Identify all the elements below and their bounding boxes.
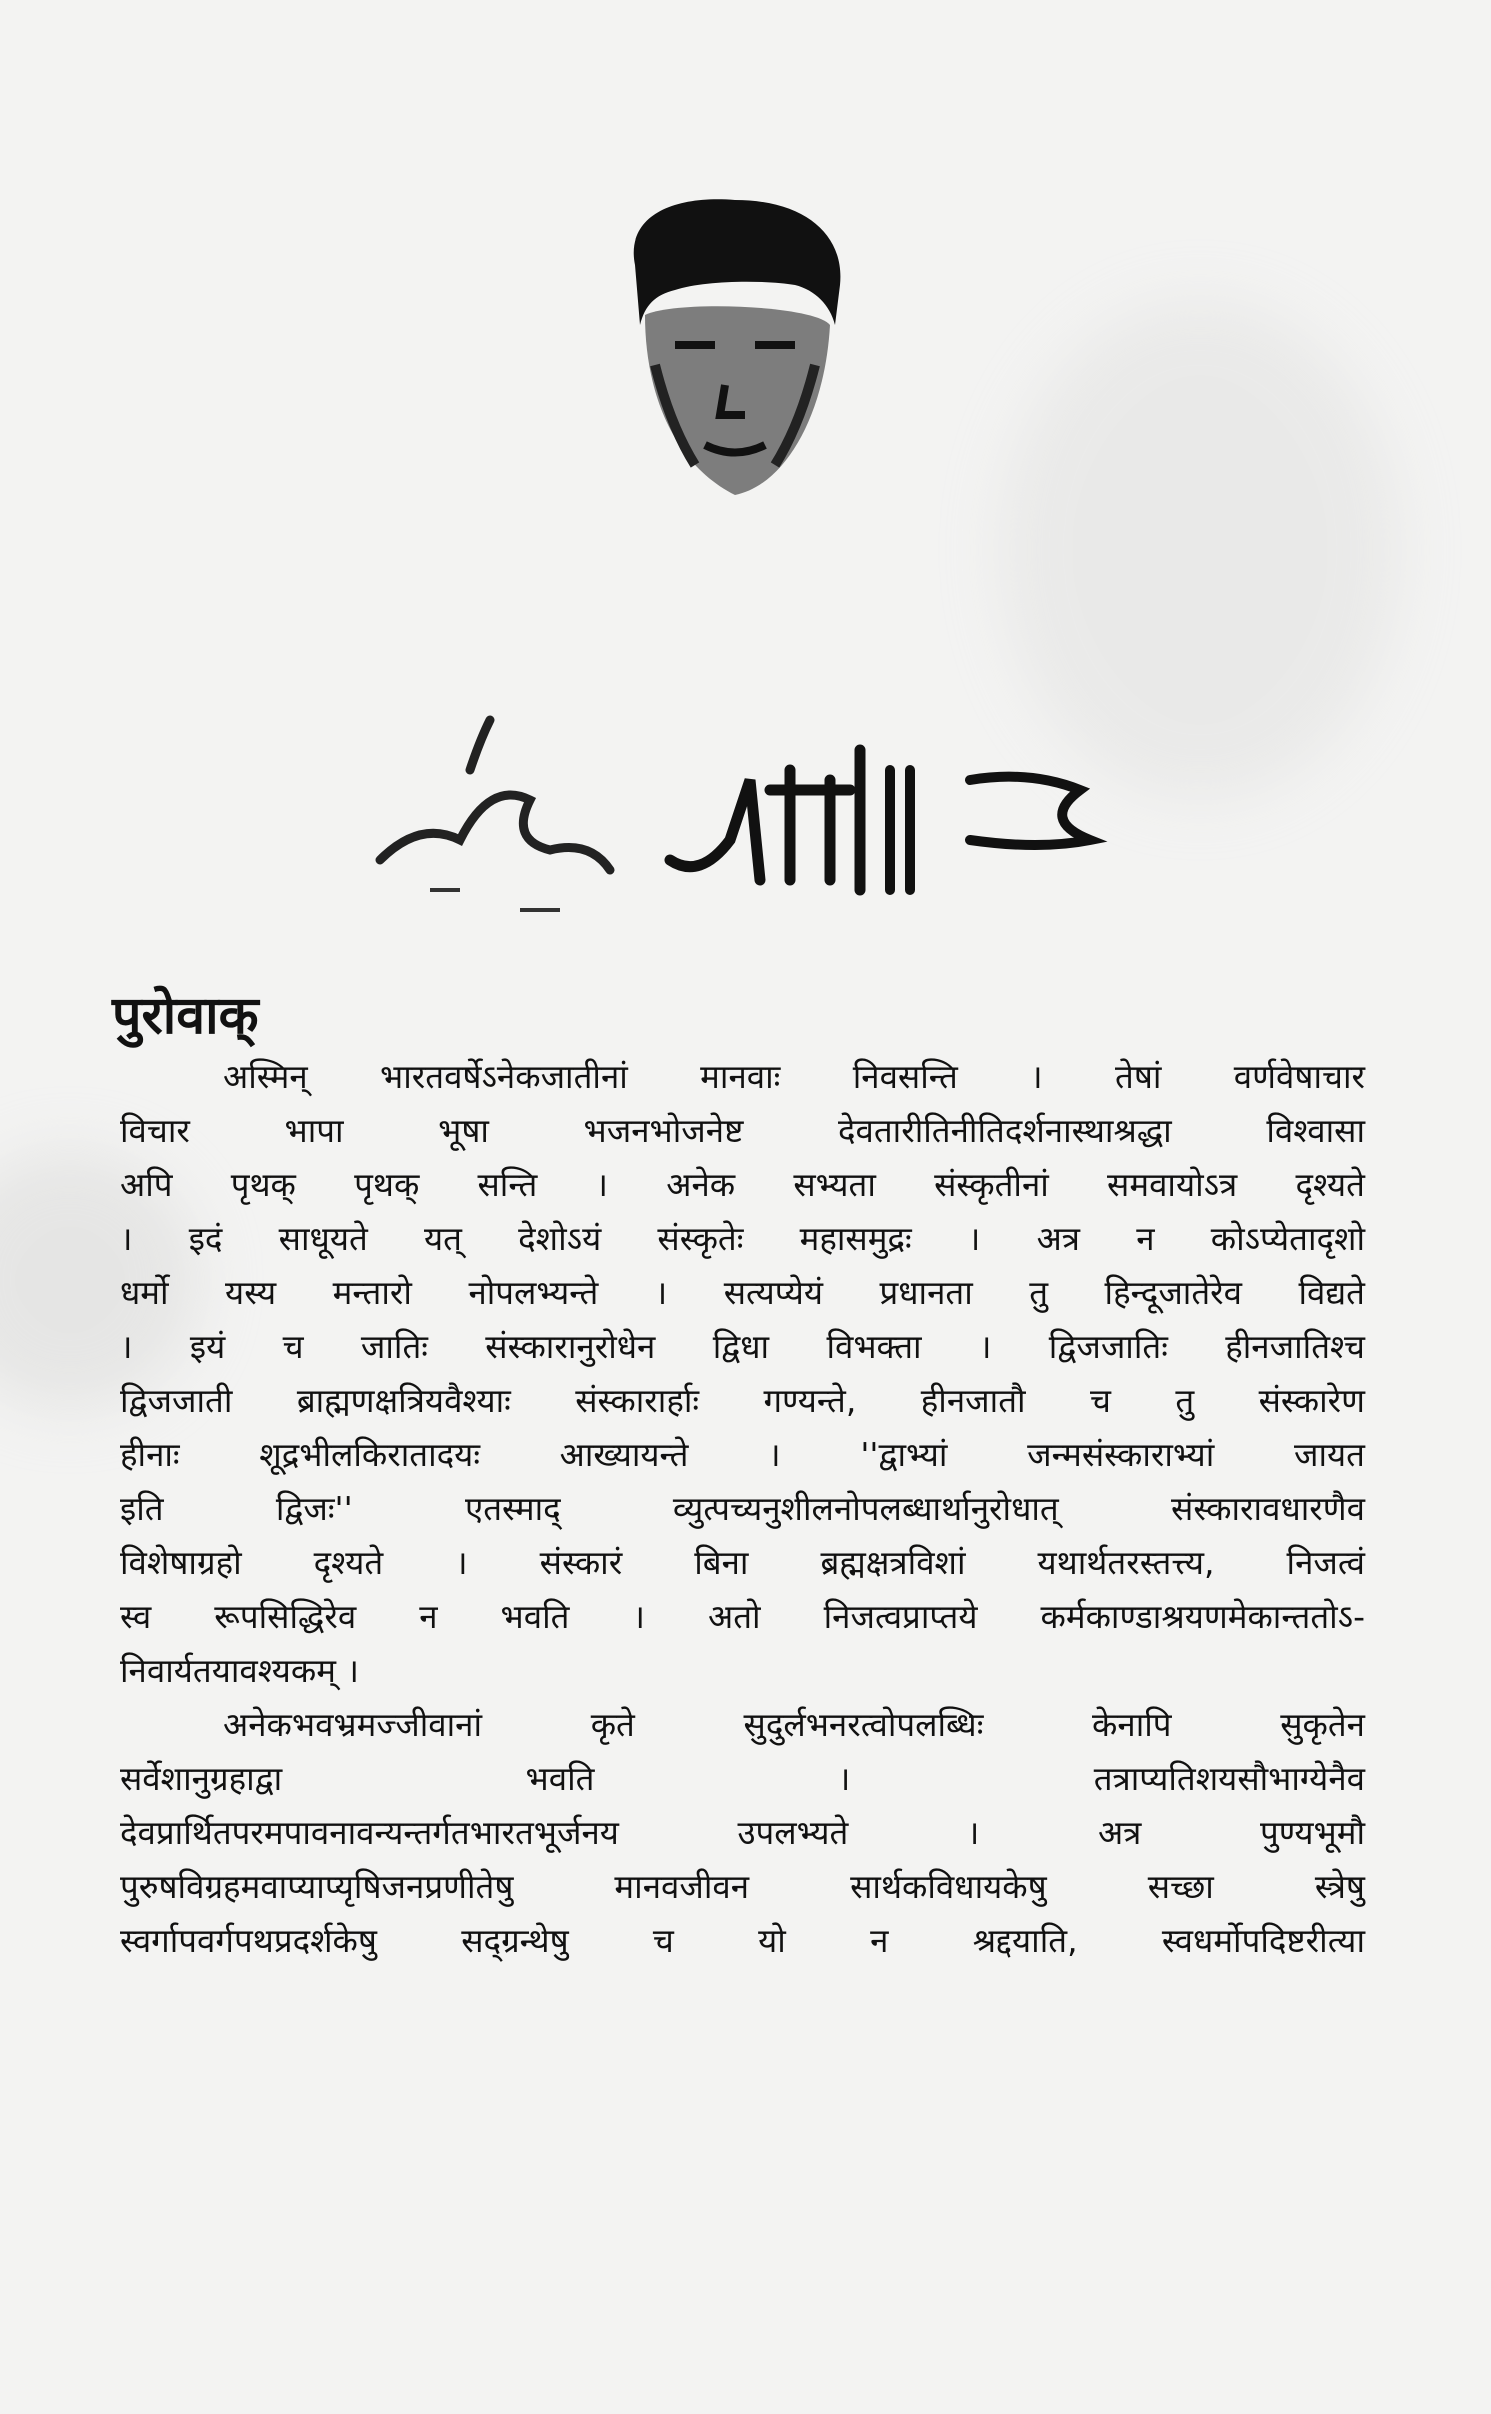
text-line: धर्मो यस्य मन्तारो नोपलभ्यन्ते । सत्यप्येयं प्रधानता तु हिन्दूजातेरेव विद्यते — [120, 1273, 1365, 1312]
text-line: इति द्विजः'' एतस्माद् व्युत्पच्यनुशीलनोपलब्धार्थानुरोधात् संस्कारावधारणैव — [120, 1489, 1365, 1528]
section-heading: पुरोवाक् — [112, 986, 259, 1046]
text-line: द्विजजाती ब्राह्मणक्षत्रियवैश्याः संस्कारार्हाः गण्यन्ते, हीनजातौ च तु संस्कारेण — [120, 1381, 1365, 1420]
text-line: अनेकभवभ्रमज्जीवानां कृते सुदुर्लभनरत्वोपलब्धिः केनापि सुकृतेन — [223, 1705, 1365, 1744]
text-line: निवार्यतयावश्यकम् । — [120, 1651, 359, 1690]
text-line: पुरुषविग्रहमवाप्याप्यृषिजनप्रणीतेषु मानवजीवन सार्थकविधायकेषु सच्छा स्त्रेषु — [120, 1867, 1365, 1906]
author-portrait — [615, 195, 850, 505]
text-line: स्वर्गापवर्गपथप्रदर्शकेषु सद्ग्रन्थेषु च यो न श्रद्दयाति, स्वधर्मोपदिष्टरीत्या — [120, 1921, 1365, 1960]
body-text — [120, 1050, 1365, 1968]
text-line: । इदं साधूयते यत् देशोऽयं संस्कृतेः महासमुद्रः । अत्र न कोऽप्येतादृशो — [120, 1219, 1365, 1258]
text-line: सर्वेशानुग्रहाद्वा भवति । तत्राप्यतिशयसौभाग्येनैव — [120, 1759, 1365, 1798]
text-line: हीनाः शूद्रभीलकिरातादयः आख्यायन्ते । ''द्वाभ्यां जन्मसंस्काराभ्यां जायत — [120, 1435, 1365, 1474]
text-line: अपि पृथक् पृथक् सन्ति । अनेक सभ्यता संस्कृतीनां समवायोऽत्र दृश्यते — [120, 1165, 1365, 1204]
text-line: विचार भापा भूषा भजनभोजनेष्ट देवतारीतिनीतिदर्शनास्थाश्रद्धा विश्वासा — [120, 1111, 1365, 1150]
text-line: विशेषाग्रहो दृश्यते । संस्कारं बिना ब्रह्मक्षत्रविशां यथार्थतरस्तत्त्य, निजत्वं — [120, 1543, 1365, 1582]
text-line: अस्मिन् भारतवर्षेऽनेकजातीनां मानवाः निवसन्ति । तेषां वर्णवेषाचार — [223, 1057, 1365, 1096]
signature — [370, 710, 1180, 930]
text-line: । इयं च जातिः संस्कारानुरोधेन द्विधा विभक्ता । द्विजजातिः हीनजातिश्च — [120, 1327, 1365, 1366]
text-line: देवप्रार्थितपरमपावनावन्यन्तर्गतभारतभूर्जनय उपलभ्यते । अत्र पुण्यभूमौ — [120, 1813, 1365, 1852]
text-line: स्व रूपसिद्धिरेव न भवति । अतो निजत्वप्राप्तये कर्मकाण्डाश्रयणमेकान्ततोऽ- — [120, 1597, 1365, 1636]
